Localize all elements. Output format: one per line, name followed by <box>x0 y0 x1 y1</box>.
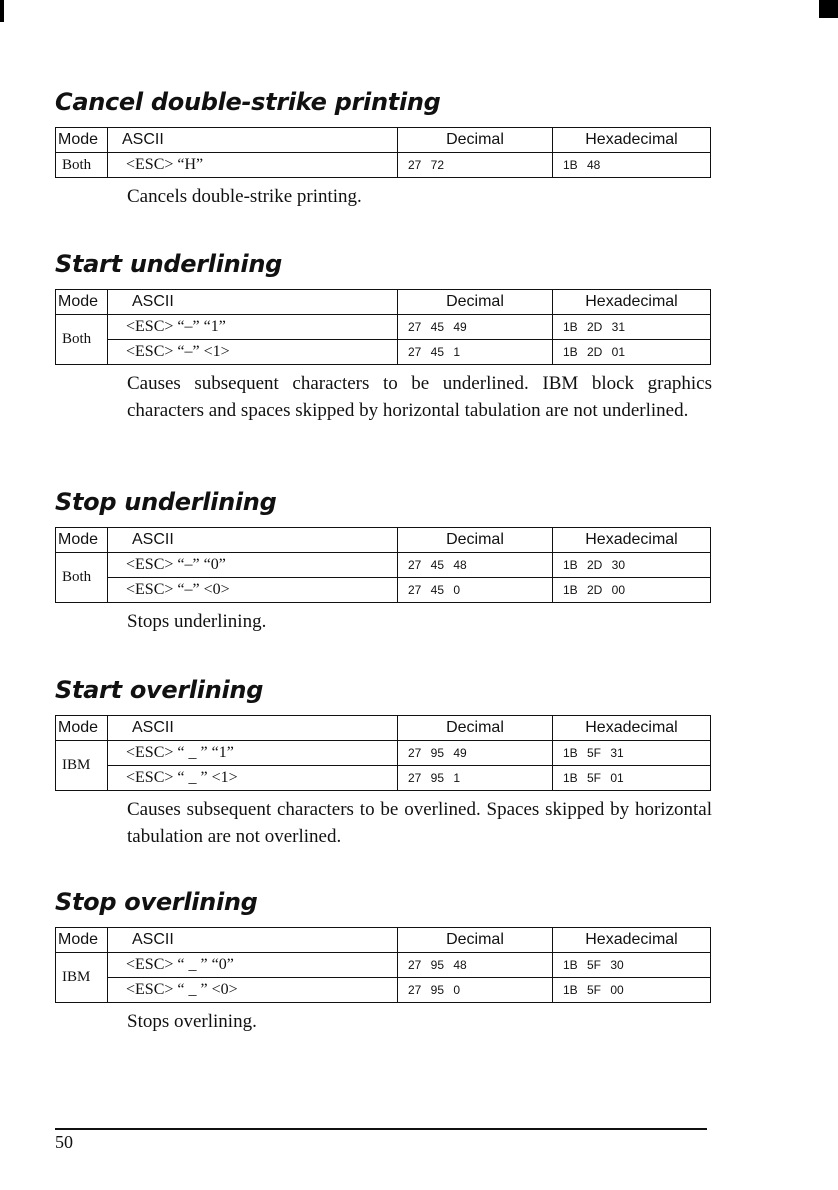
mode-cell: IBM <box>56 741 108 791</box>
ascii-cell: <ESC> “H” <box>108 153 398 178</box>
section-description: Stops overlining. <box>127 1011 257 1032</box>
table-row <box>56 978 711 1003</box>
table-header-row <box>56 716 711 741</box>
section-title: Start overlining <box>55 676 264 704</box>
command-table <box>55 289 711 365</box>
hex-cell: 1B 2D 01 <box>553 340 711 365</box>
command-table <box>55 715 711 791</box>
hex-cell: 1B 5F 30 <box>553 953 711 978</box>
ascii-header: ASCII <box>108 290 398 315</box>
decimal-header: Decimal <box>398 716 553 741</box>
section-title: Stop overlining <box>55 888 258 916</box>
hex-cell: 1B 2D 30 <box>553 553 711 578</box>
decimal-cell: 27 45 1 <box>398 340 553 365</box>
mode-header: Mode <box>56 290 108 315</box>
table-header-row <box>56 128 711 153</box>
ascii-cell: <ESC> “–” “1” <box>108 315 398 340</box>
ascii-cell: <ESC> “–” “0” <box>108 553 398 578</box>
mode-cell: Both <box>56 553 108 603</box>
ascii-cell: <ESC> “ _ ” <1> <box>108 766 398 791</box>
table-row <box>56 553 711 578</box>
decimal-header: Decimal <box>398 528 553 553</box>
command-table <box>55 927 711 1003</box>
ascii-cell: <ESC> “–” <0> <box>108 578 398 603</box>
table-header-row <box>56 290 711 315</box>
decimal-cell: 27 95 48 <box>398 953 553 978</box>
decimal-cell: 27 45 48 <box>398 553 553 578</box>
ascii-header: ASCII <box>108 716 398 741</box>
hex-cell: 1B 2D 31 <box>553 315 711 340</box>
corner-mark-right <box>819 0 838 18</box>
section-stop-overlining <box>55 888 711 1035</box>
section-title: Start underlining <box>55 250 283 278</box>
hex-header: Hexadecimal <box>553 928 711 953</box>
ascii-cell: <ESC> “ _ ” <0> <box>108 978 398 1003</box>
ascii-header: ASCII <box>108 128 398 153</box>
hex-cell: 1B 5F 00 <box>553 978 711 1003</box>
hex-header: Hexadecimal <box>553 528 711 553</box>
section-description: Stops underlining. <box>127 611 267 632</box>
mode-header: Mode <box>56 716 108 741</box>
table-row <box>56 153 711 178</box>
table-row <box>56 953 711 978</box>
page-number: 50 <box>55 1132 73 1152</box>
footer-rule <box>55 1128 707 1130</box>
section-stop-underlining <box>55 488 711 635</box>
decimal-cell: 27 45 49 <box>398 315 553 340</box>
hex-cell: 1B 5F 31 <box>553 741 711 766</box>
decimal-cell: 27 45 0 <box>398 578 553 603</box>
ascii-header: ASCII <box>108 928 398 953</box>
mode-header: Mode <box>56 928 108 953</box>
decimal-header: Decimal <box>398 128 553 153</box>
ascii-cell: <ESC> “ _ ” “0” <box>108 953 398 978</box>
decimal-header: Decimal <box>398 928 553 953</box>
decimal-cell: 27 72 <box>398 153 553 178</box>
decimal-header: Decimal <box>398 290 553 315</box>
decimal-cell: 27 95 0 <box>398 978 553 1003</box>
section-description: Causes subsequent characters to be overlined. Spaces skipped by horizontal tabulation are not overlined. <box>127 799 712 847</box>
table-row <box>56 766 711 791</box>
section-description: Causes subsequent characters to be underlined. IBM block graphics characters and spaces skipped by horizontal tabulation are not underlined. <box>127 373 712 421</box>
hex-cell: 1B 48 <box>553 153 711 178</box>
table-row <box>56 578 711 603</box>
hex-cell: 1B 5F 01 <box>553 766 711 791</box>
corner-mark-left <box>0 0 4 22</box>
mode-header: Mode <box>56 128 108 153</box>
section-title: Stop underlining <box>55 488 277 516</box>
ascii-cell: <ESC> “ _ ” “1” <box>108 741 398 766</box>
table-row <box>56 340 711 365</box>
mode-header: Mode <box>56 528 108 553</box>
command-table <box>55 527 711 603</box>
hex-header: Hexadecimal <box>553 128 711 153</box>
hex-header: Hexadecimal <box>553 716 711 741</box>
decimal-cell: 27 95 1 <box>398 766 553 791</box>
section-cancel-double-strike <box>55 88 711 210</box>
ascii-header: ASCII <box>108 528 398 553</box>
decimal-cell: 27 95 49 <box>398 741 553 766</box>
ascii-cell: <ESC> “–” <1> <box>108 340 398 365</box>
command-table <box>55 127 711 178</box>
mode-cell: Both <box>56 315 108 365</box>
hex-cell: 1B 2D 00 <box>553 578 711 603</box>
mode-cell: IBM <box>56 953 108 1003</box>
table-header-row <box>56 528 711 553</box>
section-title: Cancel double-strike printing <box>55 88 441 116</box>
section-description: Cancels double-strike printing. <box>127 186 362 207</box>
section-start-overlining <box>55 676 711 850</box>
section-start-underlining <box>55 250 711 424</box>
table-row <box>56 741 711 766</box>
table-header-row <box>56 928 711 953</box>
table-row <box>56 315 711 340</box>
mode-cell: Both <box>56 153 108 178</box>
hex-header: Hexadecimal <box>553 290 711 315</box>
